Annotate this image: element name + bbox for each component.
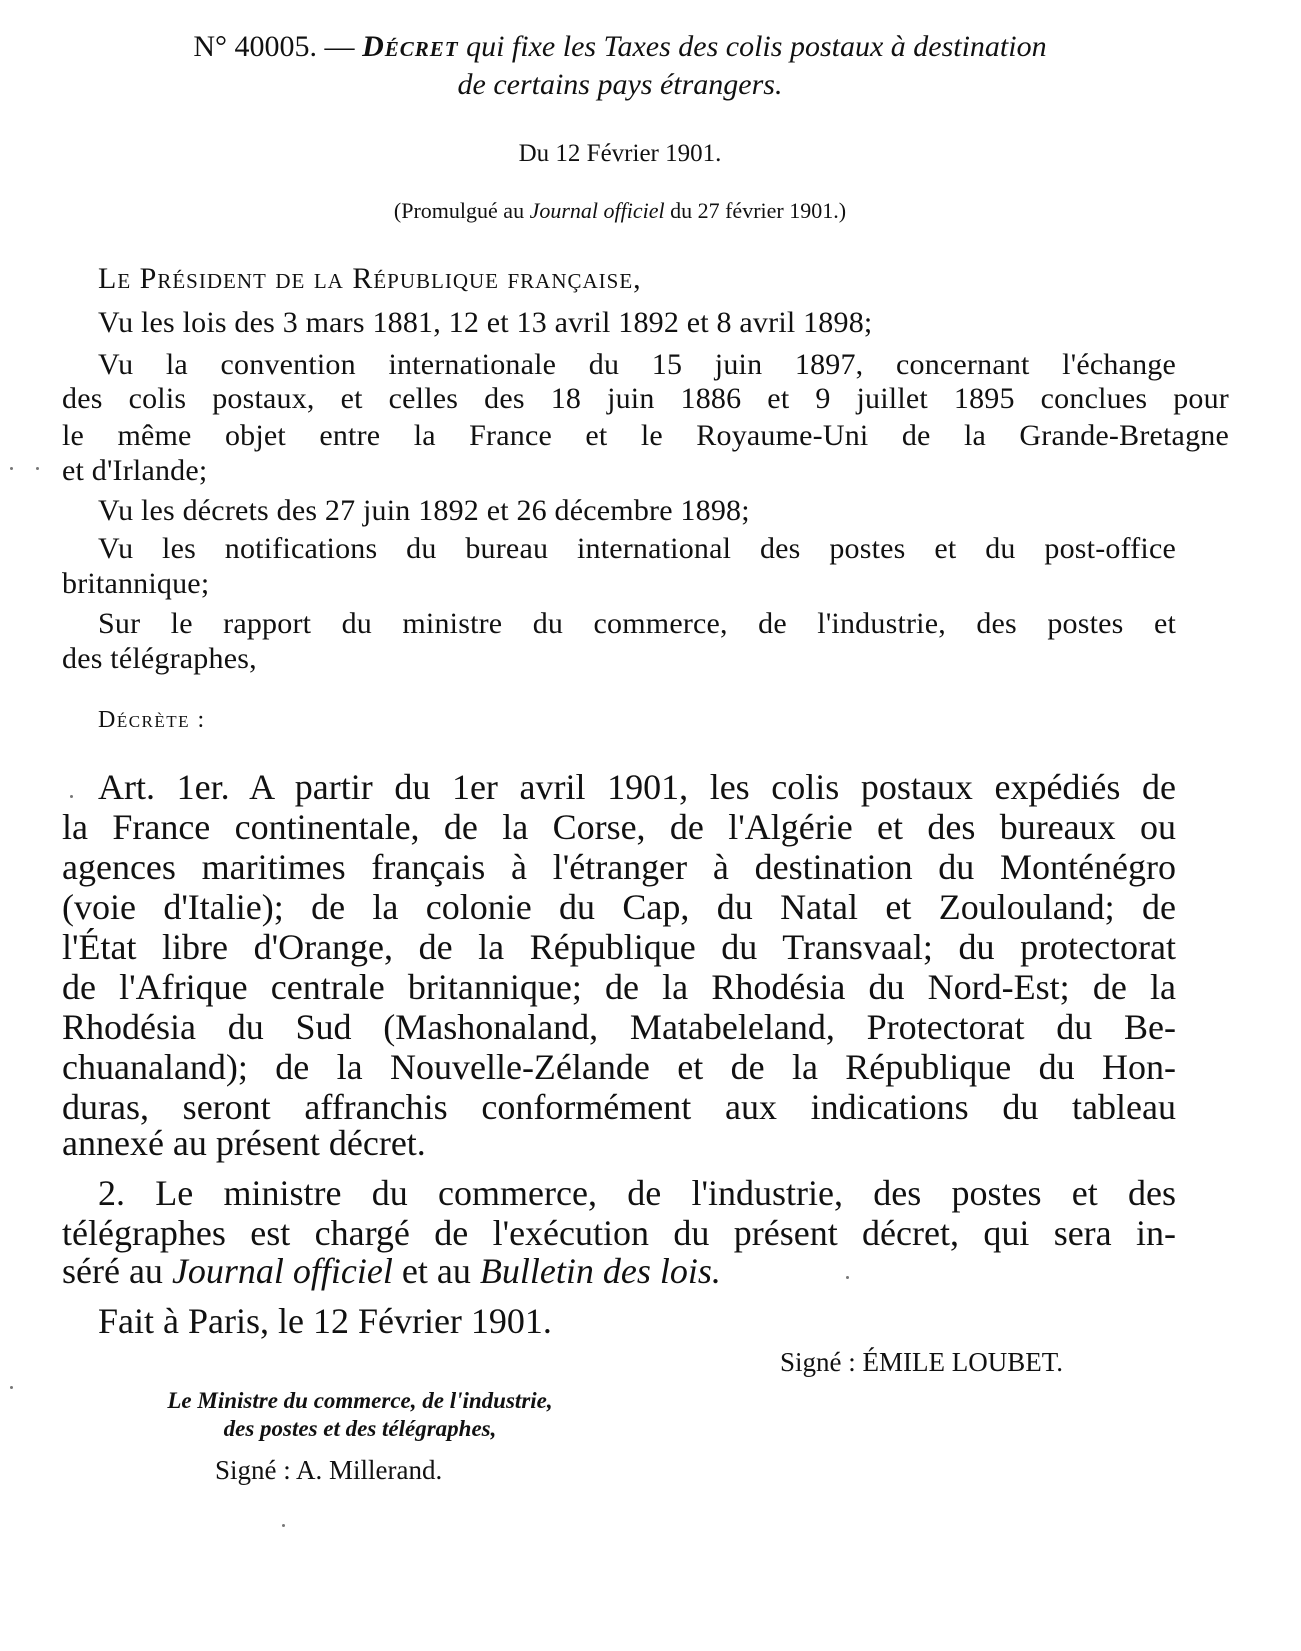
place-date-line: Fait à Paris, le 12 Février 1901. xyxy=(98,1301,552,1341)
decree-title-line-2: de certains pays étrangers. xyxy=(457,68,783,101)
journal-officiel-ref: Journal officiel xyxy=(171,1251,393,1291)
visa-line: le même objet entre la France et le Royaume-Uni de la Grande-Bretagne xyxy=(62,419,1229,452)
article-1-line: Art. 1er. A partir du 1er avril 1901, les colis postaux expédiés de xyxy=(98,767,1176,807)
article-2-text: séré au xyxy=(62,1251,163,1291)
promulgation-journal: Journal officiel xyxy=(529,198,665,223)
president-signature: Signé : ÉMILE LOUBET. xyxy=(780,1347,1063,1377)
article-1-line: agences maritimes français à l'étranger à destination du Monténégro xyxy=(62,847,1176,887)
decree-word: Décret xyxy=(362,30,459,63)
visa-line: Vu les décrets des 27 juin 1892 et 26 décembre 1898; xyxy=(98,494,750,527)
decree-number: N° 40005. — xyxy=(193,30,355,63)
article-1-line: (voie d'Italie); de la colonie du Cap, du Natal et Zoulouland; de xyxy=(62,887,1176,927)
scan-speck xyxy=(36,467,39,470)
minister-signature xyxy=(215,1455,615,1486)
article-1-line: de l'Afrique centrale britannique; de la Rhodésia du Nord-Est; de la xyxy=(62,967,1176,1007)
article-1-line: chuanaland); de la Nouvelle-Zélande et de la République du Hon- xyxy=(62,1047,1176,1087)
article-1-line: l'État libre d'Orange, de la République du Transvaal; du protectorat xyxy=(62,927,1176,967)
promulgation-note xyxy=(0,198,1240,224)
visa-line: Vu les notifications du bureau international des postes et du post-office xyxy=(98,532,1176,565)
visa-line: Sur le rapport du ministre du commerce, de l'industrie, des postes et xyxy=(98,607,1176,640)
scan-speck xyxy=(10,1386,13,1389)
article-1-line: Rhodésia du Sud (Mashonaland, Matabeleland, Protectorat du Be- xyxy=(62,1007,1176,1047)
article-1-line: la France continentale, de la Corse, de l'Algérie et des bureaux ou xyxy=(62,807,1176,847)
article-2-line xyxy=(62,1250,1229,1292)
visa-line: Vu les lois des 3 mars 1881, 12 et 13 avril 1892 et 8 avril 1898; xyxy=(98,306,873,339)
promulgation-open: (Promulgué au xyxy=(393,198,525,223)
visa-line: et d'Irlande; xyxy=(62,454,208,487)
decree-date: Du 12 Février 1901. xyxy=(518,140,722,167)
visa-line: Vu la convention internationale du 15 juin 1897, concernant l'échange xyxy=(98,348,1176,381)
promulgation-close: du 27 février 1901.) xyxy=(670,198,847,223)
decree-title-rest: qui fixe les Taxes des colis postaux à destination xyxy=(466,30,1047,63)
visa-line: des télégraphes, xyxy=(62,642,257,675)
article-2-line: télégraphes est chargé de l'exécution du présent décret, qui sera in- xyxy=(62,1213,1176,1253)
minister-title-line-1: Le Ministre du commerce, de l'industrie, xyxy=(167,1388,553,1413)
article-1-line: duras, seront affranchis conformément aux indications du tableau xyxy=(62,1087,1176,1127)
visa-line: des colis postaux, et celles des 18 juin 1886 et 9 juillet 1895 conclues pour xyxy=(62,382,1229,415)
scan-speck xyxy=(10,467,13,470)
bulletin-des-lois-ref: Bulletin des lois. xyxy=(479,1251,721,1291)
visa-line: britannique; xyxy=(62,567,210,600)
article-2-text: et au xyxy=(401,1251,471,1291)
scan-speck xyxy=(70,795,73,798)
decrete-heading: Décrète : xyxy=(98,707,206,733)
article-2-line: 2. Le ministre du commerce, de l'industrie, des postes et des xyxy=(98,1173,1176,1213)
scan-speck xyxy=(282,1524,285,1527)
minister-title-line-2: des postes et des télégraphes, xyxy=(223,1416,497,1441)
minister-signature-text: Signé : A. Millerand. xyxy=(215,1455,443,1485)
president-heading: Le Président de la République française, xyxy=(98,262,642,295)
decree-title-line-1 xyxy=(0,30,1240,64)
scan-speck xyxy=(846,1276,849,1279)
article-1-line: annexé au présent décret. xyxy=(62,1123,426,1163)
